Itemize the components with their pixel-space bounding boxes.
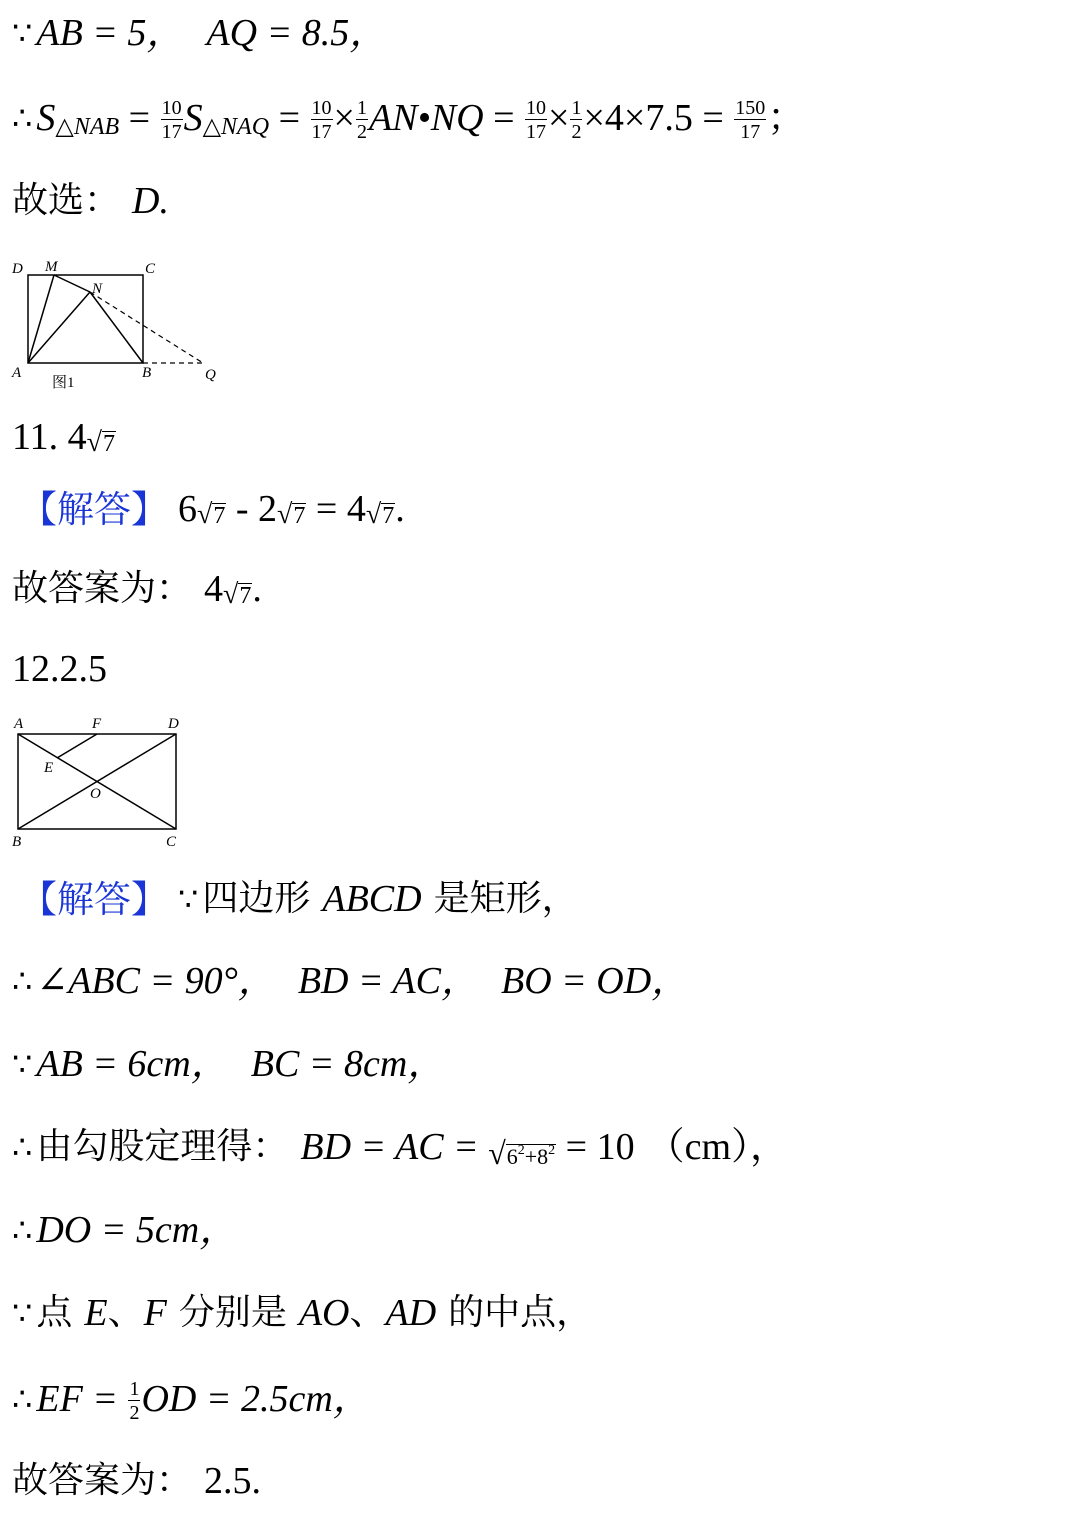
svg-text:E: E (44, 760, 54, 776)
figure-2-rectangle (8, 712, 198, 852)
fraction: $\frac{10}{17}$ (161, 97, 182, 143)
svg-text:M: M (45, 259, 58, 275)
given-aq: AQ = 8.5， (206, 12, 388, 54)
square-root: √ 7 (86, 427, 115, 458)
svg-text:C: C (166, 834, 177, 850)
therefore-symbol: ∴ (12, 99, 33, 137)
figure-1-rectangle (8, 255, 228, 395)
question-11-answer: 11. 4 √ 7 (12, 416, 115, 458)
svg-text:N: N (92, 281, 103, 297)
question-12-solution-line7: ∴ EF = $\frac{1}{2}$ OD = 2.5cm， (12, 1378, 371, 1424)
question-12-final: 故答案为： 2.5. (12, 1460, 262, 1502)
solution-label: 【解答】 (20, 877, 168, 921)
svg-text:图1: 图1 (52, 375, 75, 391)
fraction: $\frac{1}{2}$ (356, 97, 367, 143)
svg-text:Q: Q (205, 367, 216, 383)
question-12-solution-line3: ∵ AB = 6cm， BC = 8cm， (12, 1043, 446, 1085)
line-choice: 故选： D. (12, 180, 169, 222)
svg-text:A: A (14, 716, 24, 732)
fraction: $\frac{1}{2}$ (129, 1378, 140, 1424)
svg-text:B: B (12, 834, 22, 850)
square-root: √ 7 (223, 579, 252, 610)
svg-text:D: D (168, 716, 179, 732)
square-root: √ $6^2+8^2$ (488, 1135, 556, 1171)
question-12-solution-line4: ∴ 由勾股定理得： BD = AC = √ $6^2+8^2$ = 10 （cm）， (12, 1126, 789, 1171)
given-ab: AB = 5， (36, 12, 185, 54)
svg-text:C: C (145, 261, 156, 277)
fraction: $\frac{10}{17}$ (311, 97, 332, 143)
svg-text:B: B (142, 365, 152, 381)
fraction: $\frac{10}{17}$ (526, 97, 547, 143)
question-11-solution: 【解答】 6 √ 7 - 2 √ 7 = 4 √ 7 . (20, 487, 405, 531)
square-root: √ 7 (197, 499, 226, 530)
line-area-formula: ∴ S △NAB = $\frac{10}{17}$ S △NAQ = $\frac{10}{17}$ × $\frac{1}{2}$ AN•NQ = $\frac{10}{17}$ × $\frac{1}{2}$ ×4×7.5 = $\frac{150}{17}$ ； (12, 97, 806, 143)
square-root: √ 7 (365, 499, 395, 530)
svg-text:O: O (90, 786, 101, 802)
square-root: √ 7 (277, 499, 306, 530)
question-12-solution-line1: 【解答】 ∵ 四边形 ABCD 是矩形， (20, 877, 578, 921)
question-12-solution-line6: ∵ 点 E 、 F 分别是 AO 、 AD 的中点， (12, 1292, 593, 1334)
fraction: $\frac{150}{17}$ (735, 97, 766, 143)
question-12-answer: 12.2.5 (12, 648, 107, 690)
question-12-solution-line2: ∴ ∠ABC = 90°， BD = AC， BO = OD， (12, 960, 690, 1002)
line-given-ab-aq (12, 14, 387, 52)
because-symbol: ∵ (12, 14, 33, 52)
fraction: $\frac{1}{2}$ (571, 97, 582, 143)
svg-text:D: D (12, 261, 23, 277)
question-12-solution-line5: ∴ DO = 5cm， (12, 1209, 238, 1251)
svg-text:A: A (12, 365, 22, 381)
svg-text:F: F (92, 716, 102, 732)
solution-label: 【解答】 (20, 487, 168, 531)
question-11-final: 故答案为： 4 √ 7 . (12, 568, 262, 610)
